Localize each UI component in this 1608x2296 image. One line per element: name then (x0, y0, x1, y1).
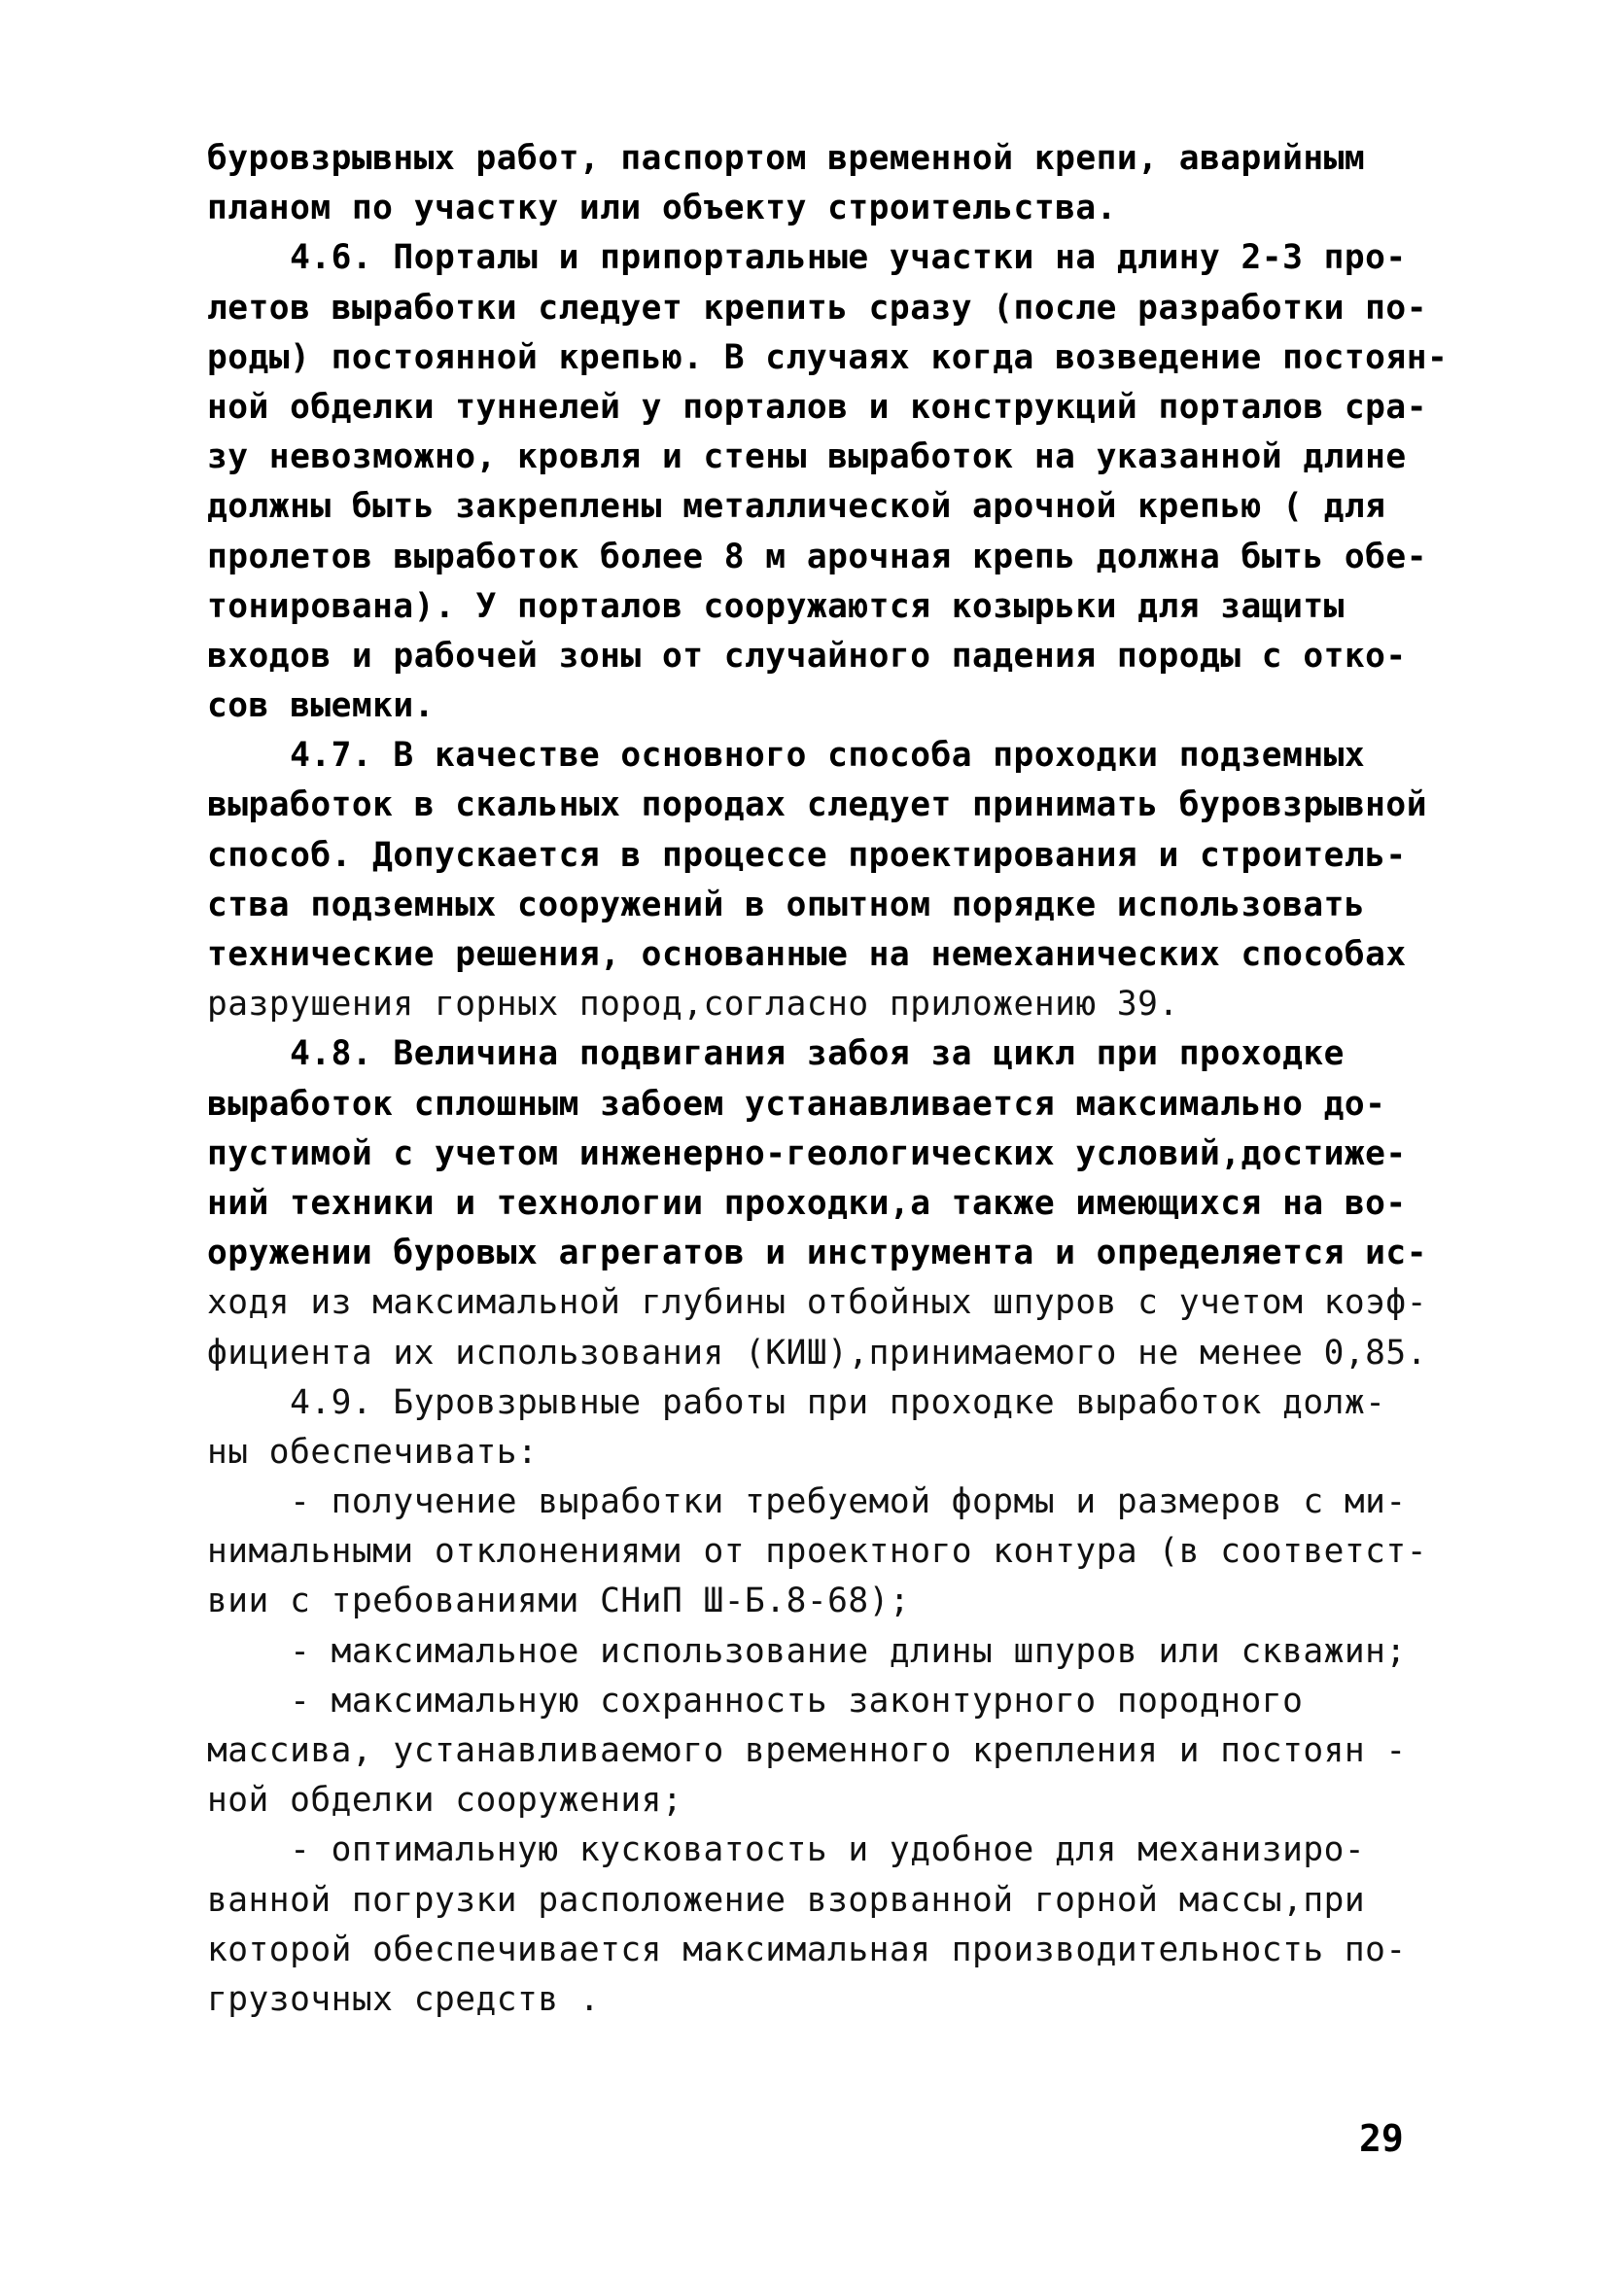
text-line: вии с требованиями СНиП Ш-Б.8-68); (207, 1582, 911, 1621)
section-4-9-heading-line: 4.9. Буровзрывные работы при проходке выработок долж- (207, 1382, 1386, 1422)
list-item-line: - максимальную сохранность законтурного породного (207, 1681, 1304, 1721)
text-line: разрушения горных пород,согласно приложению 39. (207, 985, 1179, 1025)
text-line: пролетов выработок более 8 м арочная крепь должна быть обе- (207, 537, 1427, 576)
text-line: фициента их использования (КИШ),принимаемого не менее 0,85. (207, 1333, 1427, 1373)
text-line: способ. Допускается в процессе проектирования и строитель- (207, 835, 1407, 875)
text-line: которой обеспечивается максимальная производительность по- (207, 1930, 1407, 1969)
text-line: тонирована). У порталов сооружаются козырьки для защиты (207, 586, 1345, 626)
text-line: планом по участку или объекту строительства. (207, 189, 1117, 228)
document-body (207, 134, 1449, 2025)
text-line: буровзрывных работ, паспортом временной крепи, аварийным (207, 139, 1366, 178)
text-line: технические решения, основанные на немеханических способах (207, 935, 1407, 974)
text-line: зу невозможно, кровля и стены выработок на указанной длине (207, 437, 1407, 477)
text-line: ходя из максимальной глубины отбойных шпуров с учетом коэф- (207, 1283, 1427, 1323)
text-line: роды) постоянной крепью. В случаях когда возведение постоян- (207, 337, 1449, 377)
text-line: пустимой с учетом инженерно-геологических условий,достиже- (207, 1133, 1407, 1173)
text-line: сов выемки. (207, 686, 435, 726)
text-line: ны обеспечивать: (207, 1432, 539, 1472)
section-4-6-heading-line: 4.6. Порталы и припортальные участки на длину 2-3 про- (207, 238, 1407, 278)
text-line: входов и рабочей зоны от случайного падения породы с отко- (207, 636, 1407, 676)
text-line: нимальными отклонениями от проектного контура (в соответст- (207, 1532, 1427, 1572)
text-line: выработок в скальных породах следует принимать буровзрывной (207, 785, 1427, 825)
list-item-line: - получение выработки требуемой формы и размеров с ми- (207, 1482, 1407, 1522)
text-line: ной обделки туннелей у порталов и конструкций порталов сра- (207, 387, 1427, 427)
text-line: должны быть закреплены металлической арочной крепью ( для (207, 487, 1386, 527)
page-number: 29 (1359, 2117, 1404, 2160)
text-line: ства подземных сооружений в опытном порядке использовать (207, 885, 1366, 924)
text-line: оружении буровых агрегатов и инструмента и определяется ис- (207, 1234, 1427, 1273)
section-4-7-heading-line: 4.7. В качестве основного способа проходки подземных (207, 736, 1366, 776)
text-line: грузочных средств . (207, 1979, 601, 2019)
text-line: массива, устанавливаемого временного крепления и постоян - (207, 1731, 1407, 1770)
section-4-8-heading-line: 4.8. Величина подвигания забоя за цикл при проходке (207, 1034, 1345, 1074)
list-item-line: - оптимальную кусковатость и удобное для механизиро- (207, 1830, 1366, 1870)
text-line: ной обделки сооружения; (207, 1781, 683, 1821)
text-line: ний техники и технологии проходки,а также имеющихся на во- (207, 1183, 1407, 1223)
text-line: летов выработки следует крепить сразу (после разработки по- (207, 288, 1427, 328)
text-line: ванной погрузки расположение взорванной горной массы,при (207, 1880, 1366, 1920)
text-line: выработок сплошным забоем устанавливается максимально до- (207, 1084, 1386, 1124)
list-item-line: - максимальное использование длины шпуров или скважин; (207, 1631, 1407, 1671)
